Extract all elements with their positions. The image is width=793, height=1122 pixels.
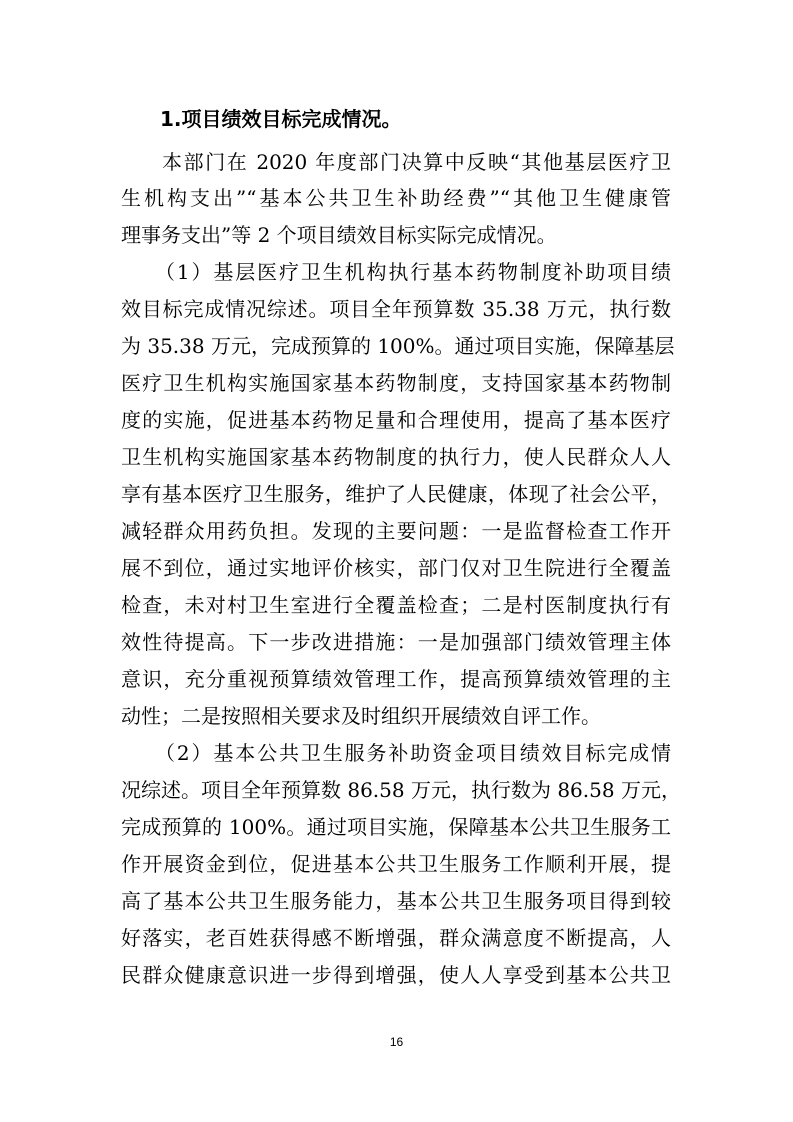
text-line: 检查，未对村卫生室进行全覆盖检查；二是村医制度执行有 — [121, 593, 671, 617]
text-line: 医疗卫生机构实施国家基本药物制度，支持国家基本药物制 — [121, 371, 671, 395]
text-line: 效目标完成情况综述。项目全年预算数 35.38 万元，执行数 — [121, 297, 671, 321]
text-line: 生机构支出”“基本公共卫生补助经费”“其他卫生健康管 — [121, 186, 671, 210]
page-number: 16 — [389, 1035, 404, 1049]
text-line: 度的实施，促进基本药物足量和合理使用，提高了基本医疗 — [121, 408, 671, 432]
section-heading: 1.项目绩效目标完成情况。 — [160, 107, 402, 131]
text-line: （1）基层医疗卫生机构执行基本药物制度补助项目绩 — [155, 260, 671, 284]
text-line: 本部门在 2020 年度部门决算中反映“其他基层医疗卫 — [162, 150, 671, 174]
text-line: 减轻群众用药负担。发现的主要问题：一是监督检查工作开 — [121, 519, 671, 543]
text-line: 意识，充分重视预算绩效管理工作，提高预算绩效管理的主 — [121, 667, 671, 691]
text-line: 为 35.38 万元，完成预算的 100%。通过项目实施，保障基层 — [121, 334, 675, 358]
text-line: 理事务支出”等 2 个项目绩效目标实际完成情况。 — [121, 223, 557, 247]
text-line: 享有基本医疗卫生服务，维护了人民健康，体现了社会公平， — [121, 482, 671, 506]
text-line: 展不到位，通过实地评价核实，部门仅对卫生院进行全覆盖 — [121, 556, 671, 580]
text-line: 完成预算的 100%。通过项目实施，保障基本公共卫生服务工 — [121, 815, 671, 839]
text-line: 高了基本公共卫生服务能力，基本公共卫生服务项目得到较 — [121, 889, 671, 913]
text-line: 作开展资金到位，促进基本公共卫生服务工作顺利开展，提 — [121, 852, 671, 876]
text-line: 卫生机构实施国家基本药物制度的执行力，使人民群众人人 — [121, 445, 671, 469]
text-line: 况综述。项目全年预算数 86.58 万元，执行数为 86.58 万元， — [121, 778, 681, 802]
text-line: 民群众健康意识进一步得到增强，使人人享受到基本公共卫 — [121, 963, 671, 987]
text-line: （2）基本公共卫生服务补助资金项目绩效目标完成情 — [155, 741, 671, 765]
text-line: 好落实，老百姓获得感不断增强，群众满意度不断提高，人 — [121, 926, 671, 950]
text-line: 效性待提高。下一步改进措施：一是加强部门绩效管理主体 — [121, 630, 671, 654]
text-line: 动性；二是按照相关要求及时组织开展绩效自评工作。 — [121, 704, 601, 728]
